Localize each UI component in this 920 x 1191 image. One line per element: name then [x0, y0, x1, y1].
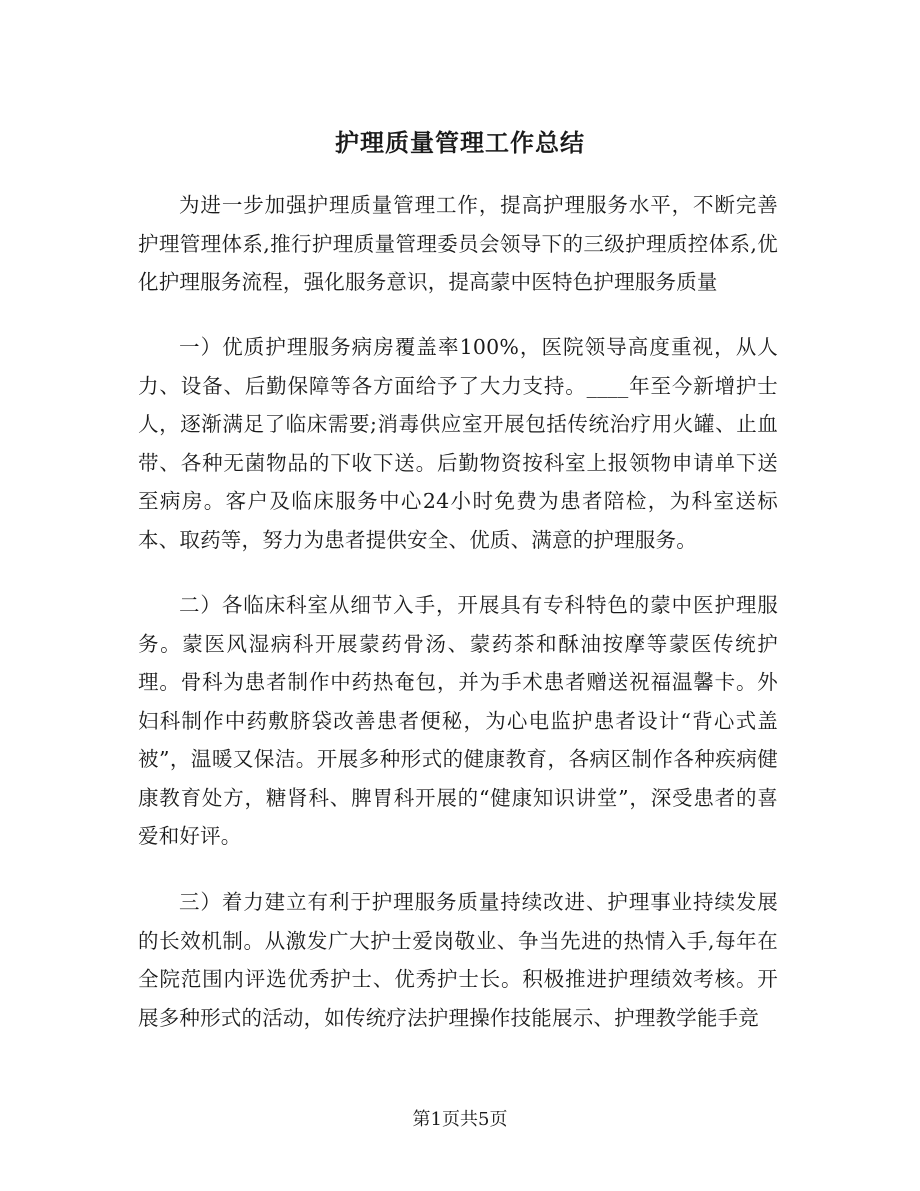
paragraph-text: 三）着力建立有利于护理服务质量持续改进、护理事业持续发展的长效机制。从激发广大护士爱岗敬业、争当先进的热情入手,每年在全院范围内评选优秀护士、优秀护士长。积极推进护理绩效考核。开展多种形式的活动，如传统疗法护理操作技能展示、护理教学能手竞	[138, 890, 778, 1030]
paragraph-section-1	[138, 328, 778, 559]
paragraph-intro	[138, 186, 778, 302]
paragraph-text: 二）各临床科室从细节入手，开展具有专科特色的蒙中医护理服务。蒙医风湿病科开展蒙药骨汤、蒙药茶和酥油按摩等蒙医传统护理。骨科为患者制作中药热奄包，并为手术患者赠送祝福温馨卡。外妇科制作中药敷脐袋改善患者便秘，为心电监护患者设计“背心式盖被”，温暖又保洁。开展多种形式的健康教育，各病区制作各种疾病健康教育处方，糖肾科、脾胃科开展的“健康知识讲堂”，深受患者的喜爱和好评。	[138, 593, 778, 848]
paragraph-section-2	[138, 586, 778, 856]
paragraph-text: 为进一步加强护理质量管理工作，提高护理服务水平，不断完善护理管理体系,推行护理质量管理委员会领导下的三级护理质控体系,优化护理服务流程，强化服务意识，提高蒙中医特色护理服务质量	[138, 193, 778, 294]
page-number-footer: 第1页共5页	[412, 1109, 508, 1130]
paragraph-text: 一）优质护理服务病房覆盖率100%，医院领导高度重视，从人力、设备、后勤保障等各方面给予了大力支持。____年至今新增护士人，逐渐满足了临床需要;消毒供应室开展包括传统治疗用火罐、止血带、各种无菌物品的下收下送。后勤物资按科室上报领物申请单下送至病房。客户及临床服务中心24小时免费为患者陪检，为科室送标本、取药等，努力为患者提供安全、优质、满意的护理服务。	[138, 335, 778, 552]
document-title: 护理质量管理工作总结	[335, 128, 585, 157]
paragraph-section-3	[138, 883, 778, 1037]
